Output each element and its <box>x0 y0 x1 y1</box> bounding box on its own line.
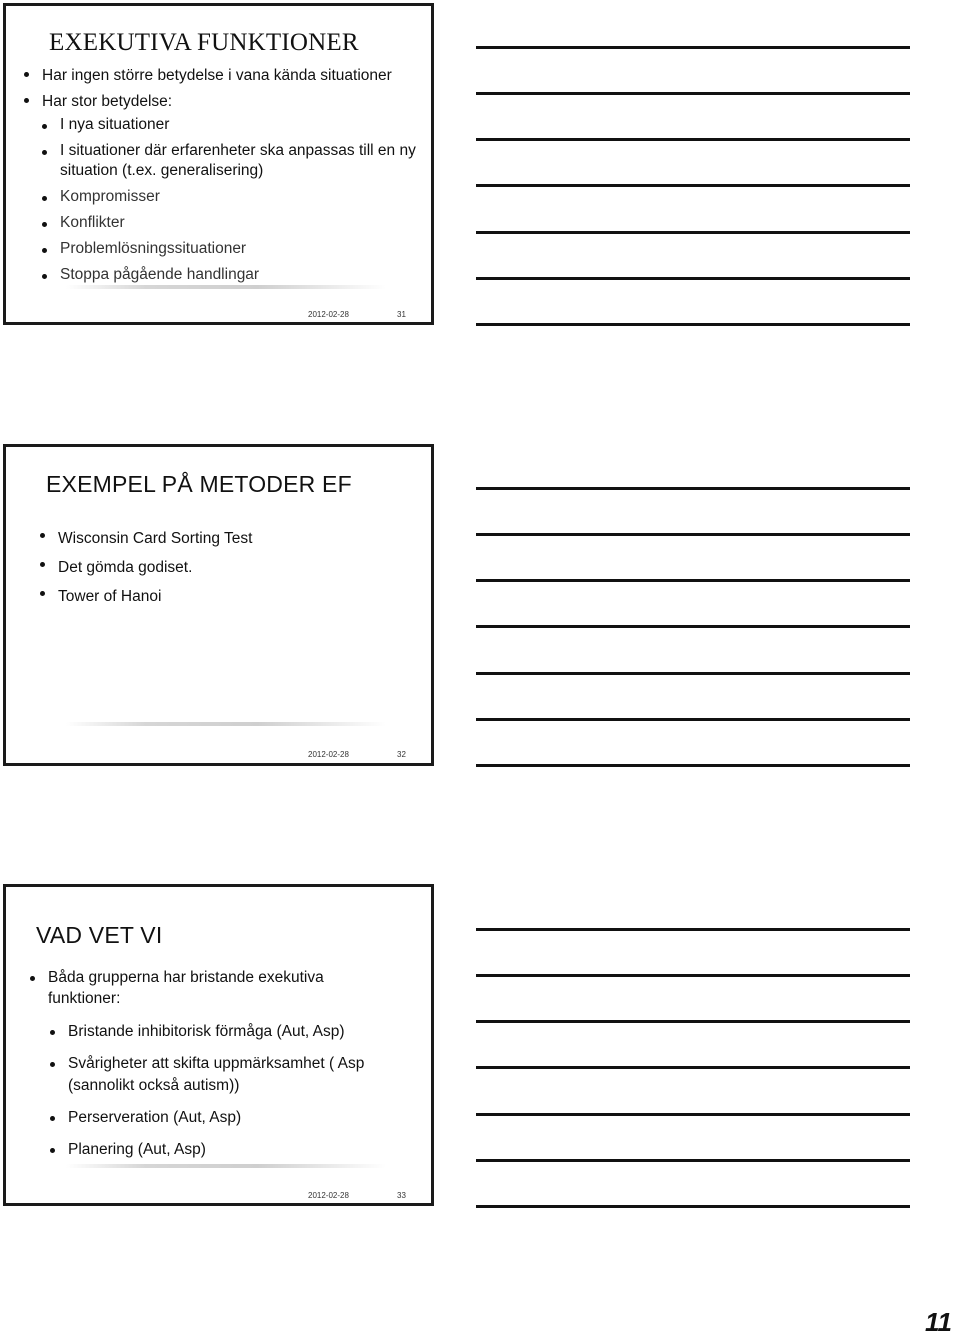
list-item: Planering (Aut, Asp) <box>49 1139 389 1161</box>
divider <box>66 1164 386 1168</box>
list-item: Har stor betydelse: <box>23 89 423 115</box>
slide-date: 2012-02-28 <box>308 310 349 319</box>
note-line <box>476 231 910 234</box>
sub-bullet-list <box>49 1021 389 1161</box>
note-line <box>476 974 910 977</box>
slide-31 <box>3 3 434 325</box>
slide-date: 2012-02-28 <box>308 1191 349 1200</box>
list-item: Det gömda godiset. <box>39 553 419 582</box>
slide-date: 2012-02-28 <box>308 750 349 759</box>
note-line <box>476 323 910 326</box>
note-line <box>476 533 910 536</box>
slide-title: VAD VET VI <box>36 922 163 948</box>
note-line <box>476 184 910 187</box>
bullet-list <box>23 63 423 115</box>
note-line <box>476 487 910 490</box>
list-item: Problemlösningssituationer <box>41 239 416 259</box>
list-item: Stoppa pågående handlingar <box>41 265 416 285</box>
note-line <box>476 928 910 931</box>
list-item: I nya situationer <box>41 115 416 135</box>
slide-33 <box>3 884 434 1206</box>
list-item: Svårigheter att skifta uppmärksamhet ( Asp (sannolikt också autism)) <box>49 1053 389 1097</box>
note-line <box>476 1159 910 1162</box>
list-item: Tower of Hanoi <box>39 582 419 611</box>
list-item: Bristande inhibitorisk förmåga (Aut, Asp) <box>49 1021 389 1043</box>
slide-number: 31 <box>397 310 406 319</box>
divider <box>66 285 386 289</box>
list-item: Perserveration (Aut, Asp) <box>49 1107 389 1129</box>
note-line <box>476 1113 910 1116</box>
note-line <box>476 1020 910 1023</box>
slide-number: 33 <box>397 1191 406 1200</box>
bullet-list <box>39 524 419 611</box>
slide-title: EXEKUTIVA FUNKTIONER <box>49 29 359 56</box>
note-line <box>476 46 910 49</box>
list-item: Kompromisser <box>41 187 416 207</box>
list-item: I situationer där erfarenheter ska anpassas till en ny situation (t.ex. generalisering) <box>41 141 416 181</box>
note-line <box>476 1205 910 1208</box>
page-number: 11 <box>925 1307 952 1337</box>
list-item: Båda grupperna har bristande exekutiva funktioner: <box>29 967 369 1009</box>
note-line <box>476 277 910 280</box>
note-line <box>476 1066 910 1069</box>
slide-number: 32 <box>397 750 406 759</box>
note-line <box>476 764 910 767</box>
slide-32 <box>3 444 434 766</box>
divider <box>66 722 386 726</box>
list-item: Konflikter <box>41 213 416 233</box>
note-line <box>476 92 910 95</box>
note-line <box>476 672 910 675</box>
note-line <box>476 138 910 141</box>
list-item: Wisconsin Card Sorting Test <box>39 524 419 553</box>
bullet-list <box>29 967 369 1009</box>
note-line <box>476 718 910 721</box>
note-line <box>476 579 910 582</box>
sub-bullet-list <box>41 115 416 285</box>
note-line <box>476 625 910 628</box>
list-item: Har ingen större betydelse i vana kända situationer <box>23 63 423 89</box>
slide-title: EXEMPEL PÅ METODER EF <box>46 471 352 497</box>
